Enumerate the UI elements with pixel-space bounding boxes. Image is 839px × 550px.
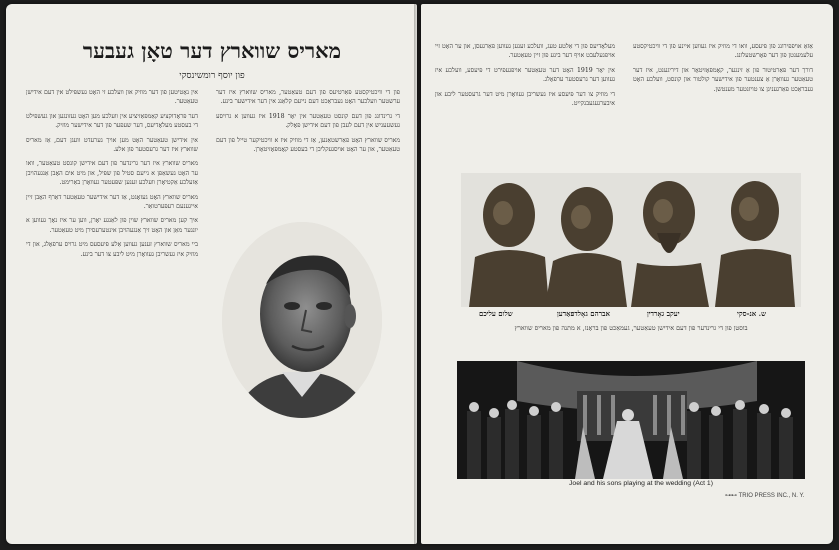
press-mark-text: TRIO PRESS INC., N. Y. [738, 493, 805, 499]
right-page-text-column-left [435, 42, 615, 170]
busts-illustration [461, 173, 801, 307]
bust-name: שלום עליכם [479, 309, 513, 318]
right-page [421, 4, 833, 544]
article-title: מאריס שווארץ דער טאָן געבער [82, 38, 342, 63]
paragraph: מעלאָדיעס פון די אַלטע טעג, וועלכע זענען געווען פאַרגעסן, און ער האָט זיי אויפגעלעבט אויף דער בינע פון זיין טעאַטער. [435, 43, 615, 60]
right-page-text-column-right [633, 42, 813, 170]
portrait-photo [222, 222, 382, 418]
paragraph: ביי מאריס שווארץ זענען געווען אַלע פּיעסעס מיט גרויס ערפאָלג, און די מוזיק איז געשריבן געוואָרן מיט ליבע צו דער בינע. [26, 241, 198, 258]
left-page [6, 4, 417, 544]
paragraph: אַזאַ אויפפירונג פון פּיעסע, וואו די מוזיק איז געווען איינע פון די וויכטיקסטע עלעמענטן פון דער פאָרשטעלונג. [633, 43, 813, 60]
left-page-text-column-left [26, 88, 198, 508]
press-mark [725, 492, 804, 499]
paragraph: אין אידישן טעאַטער האָט מען אויך גערעדט וועגן דעם, אַז מאריס שווארץ איז דער גרעסטער פון אלע. [26, 136, 198, 154]
bust-name: אברהם גאָלדפאַדען [557, 309, 610, 318]
wedding-photo-caption: Joel and his sons playing at the wedding (Act 1) [569, 480, 713, 487]
paragraph: די גרינדונג פון דעם קונסט טעאַטער אין יאָר 1918 איז געווען א גרויסע געשעעניש אין דעם לעבן פון דעם אידישן פאָלק. [216, 112, 400, 130]
busts-caption: בוסטן פון די גרינדער פון דעם אידישן טעאַטער, געמאַכט פון בראָנז, א מתנה פון מאריס שווארץ [514, 324, 748, 332]
paragraph: דער פּראָדוקציע קאַמפּאַזיציע אין וועלכע מען האָט געזונגען און געשפּילט די בעסטע מעלאָדיעס, דער שעפער פון דער אידישער מוזיק. [26, 112, 198, 130]
article-byline: פון יוסף רומשינסקי [179, 71, 245, 81]
paragraph: אין נאָטיטען פון דער מוזיק און וועלכע זי האָט געשפּילט אין דעם אידישן טעאַטער. [26, 89, 198, 106]
paragraph: מאריס שווארץ איז דער גרינדער פון דעם אידישן קונסט טעאַטער, וואו ער האָט געשאַפן א נייעם סטיל פון שפּיל, און מיט אים האָבן אַנגעהויבן אַזעלכע אַקטיאָרן וועלכע זענען שפּעטער געוואָרן באַרימט. [26, 160, 198, 187]
busts-name-captions [461, 309, 801, 323]
bust-name: יעקב גאָרדין [647, 309, 680, 318]
left-page-text-column-right-top [216, 88, 400, 218]
busts-photo [461, 173, 801, 307]
paragraph: מאריס שווארץ האָט געזאָגט, אַז דער אידישער טעאַטער דאַרף האָבן זיין אייגענעם רעפּערטואַר. [26, 193, 198, 211]
paragraph: פון די וויכטיקסטע פּאַרטיעס פון דעם טעאַטער, מאריס שווארץ איז דער ערשטער וועלכער האָט געבראַכט דעם נייעם קלאַנג אין דער אידישער בינע. [216, 89, 400, 106]
paragraph: מאריס שווארץ האָט פאַרשטאַנען, אַז די מוזיק איז א וויכטיקער טייל פון דעם טעאַטער, און ער האָט אויסגעקליבן די בעסטע קאָמפּאָזיטאָרן. [216, 136, 400, 154]
paragraph: אין יאָר 1919 האָט דער טעאַטער אויפגעפירט די פּיעסע, וועלכע איז געווען דער גרעסטער ערפאָלג. [435, 66, 615, 84]
paragraph: איך קען מאריס שווארץ שוין פון לאַנגע יאָרן, ווען ער איז נאָך געווען א יונגער מאַן און האָט זיך אַנגעהויבן אינטערעסירן מיט טעאַטער. [26, 217, 198, 234]
portrait-illustration [222, 222, 382, 418]
wedding-scene-photo [457, 361, 805, 479]
paragraph: דורך דער פּאַרטיטור פון אַ זינגער, קאָמפּאָזיטאָר און דיריגענט, איז דער טעאַטער געוואָרן אַ צענטער פון אידישער קולטור און קונסט, וועלכע האָט געבראַכט פאַרגעניגן צו טויזנטער מענטשן. [633, 66, 813, 93]
paragraph: די מוזיק צו דער פּיעסע איז געשריבן געוואָרן מיט דער גרעסטער ליבע און איבערגעגעבנקייט. [435, 90, 615, 108]
bust-name: ש. אנ-סקי [737, 309, 767, 318]
wedding-scene-illustration [457, 361, 805, 479]
press-ornament-icon: ⊶⊷ [725, 493, 739, 499]
